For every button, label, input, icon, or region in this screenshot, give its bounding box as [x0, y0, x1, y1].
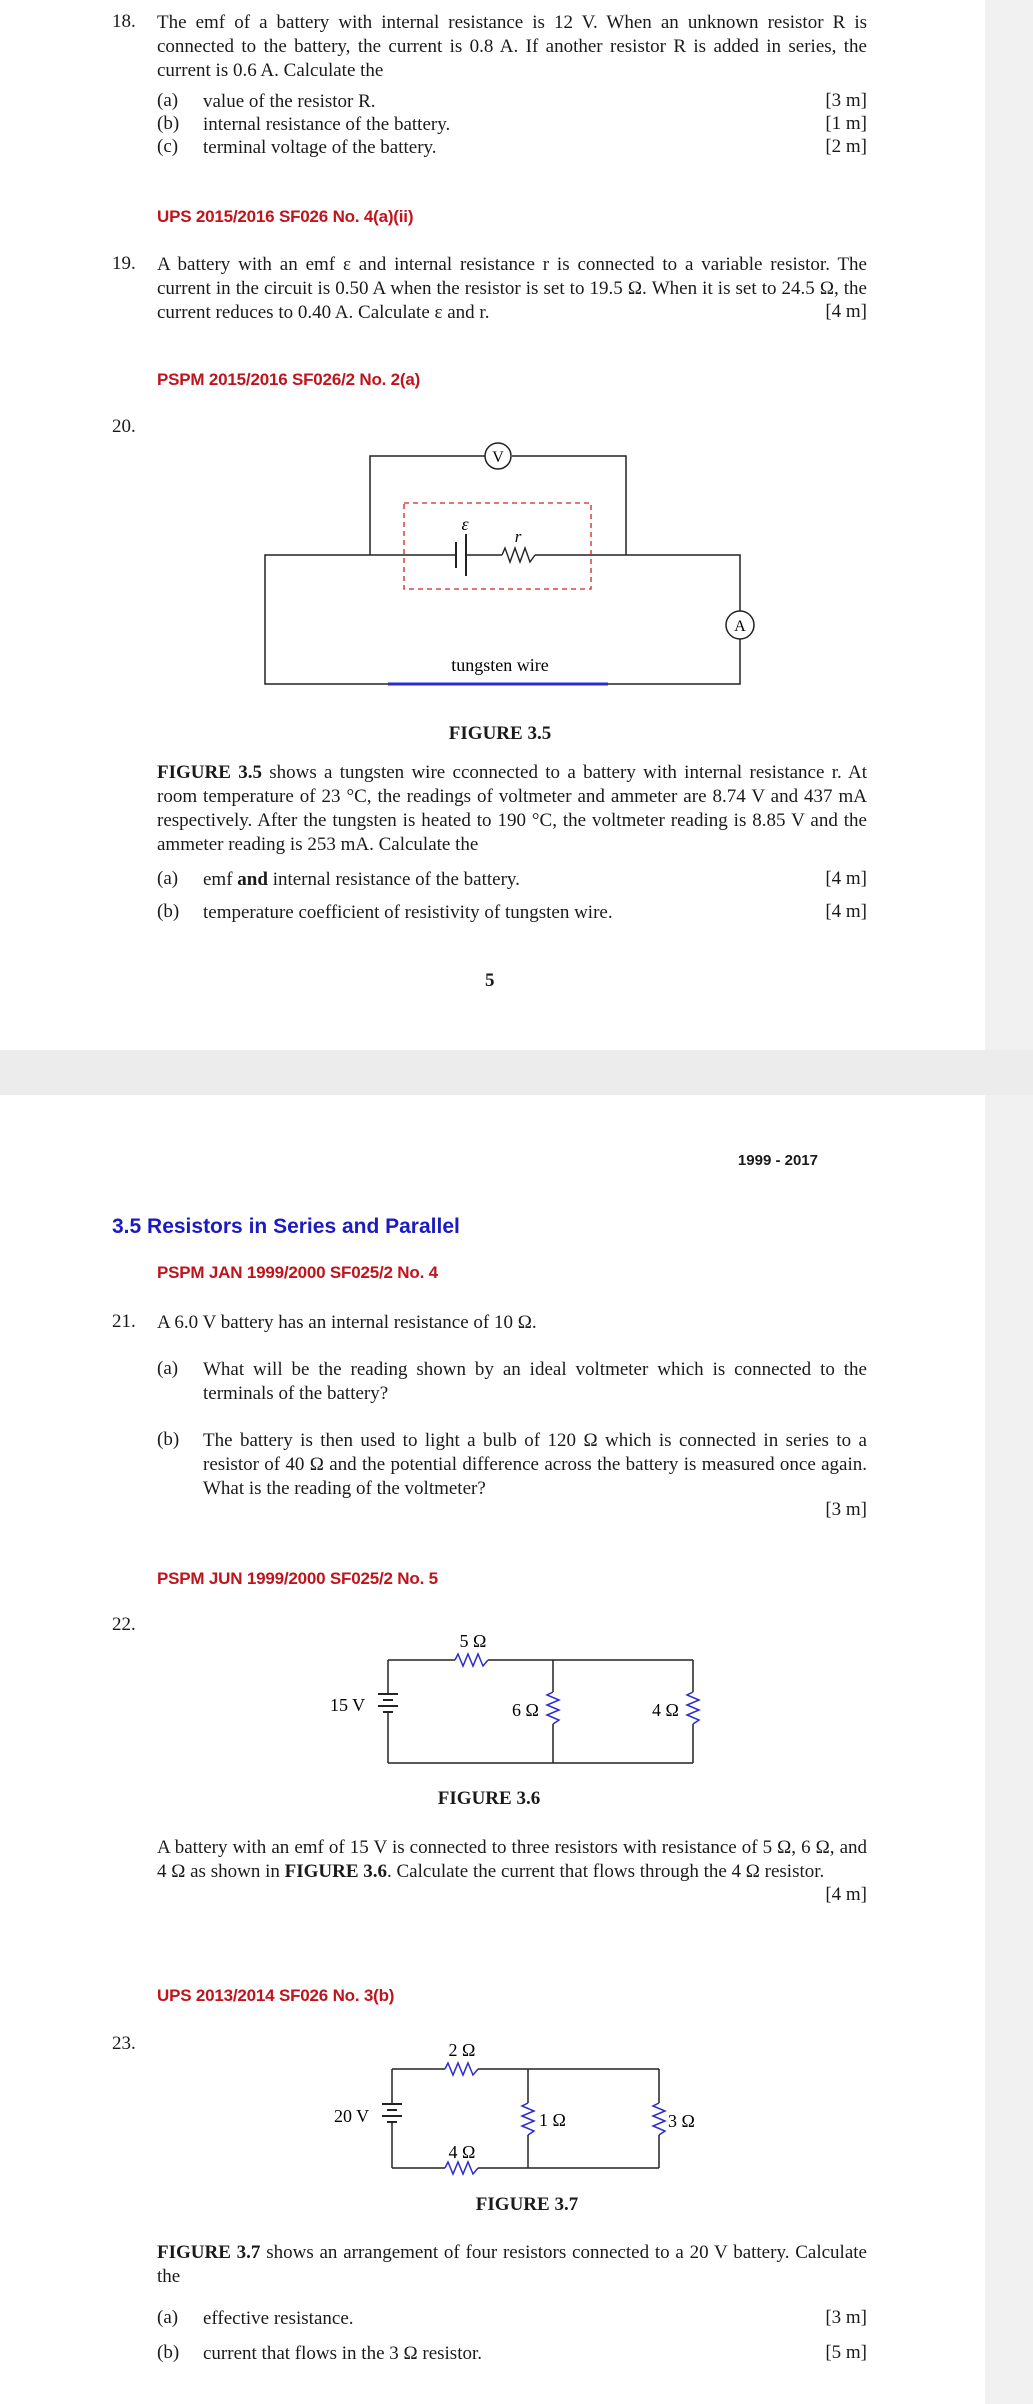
marks: [1 m] [825, 113, 867, 134]
question-stem: The emf of a battery with internal resistance is 12 V. When an unknown resistor R is connected to the battery, the current is 0.8 A. If another resistor R is added in series, the current is 0.6 A. Calculate the [157, 12, 867, 81]
part-text: emf and internal resistance of the battery. [203, 869, 520, 890]
source-reference: PSPM JAN 1999/2000 SF025/2 No. 4 [157, 1263, 438, 1282]
resistor-label: 1 Ω [539, 2110, 566, 2130]
question-stem: FIGURE 3.7 shows an arrangement of four resistors connected to a 20 V battery. Calculate the [157, 2242, 867, 2287]
resistor-label: 2 Ω [448, 2040, 476, 2060]
part-label: (a) [157, 868, 179, 889]
resistor-icon [653, 2103, 665, 2135]
source-reference: UPS 2013/2014 SF026 No. 3(b) [157, 1986, 395, 2005]
marks: [2 m] [825, 136, 867, 157]
battery-label: 20 V [334, 2106, 370, 2126]
resistor-label: 6 Ω [512, 1700, 539, 1720]
question-stem: A 6.0 V battery has an internal resistance of 10 Ω. [157, 1312, 537, 1333]
marks: [4 m] [825, 1884, 867, 1905]
part-label: (b) [157, 2342, 180, 2363]
section-title: 3.5 Resistors in Series and Parallel [112, 1215, 460, 1238]
part-label: (c) [157, 136, 179, 157]
question-stem: A battery with an emf of 15 V is connected to three resistors with resistance of 5 Ω, 6 Ω, and 4 Ω as shown in FIGURE 3.6. Calculate the current that flows through the 4 Ω resistor. [157, 1837, 867, 1882]
part-label: (a) [157, 2307, 179, 2328]
resistor-icon [522, 2103, 534, 2135]
marks: [3 m] [825, 2307, 867, 2328]
figure-caption: FIGURE 3.5 [448, 723, 552, 744]
year-range: 1999 - 2017 [737, 1152, 818, 1169]
question-number: 21. [112, 1311, 136, 1332]
resistor-label: 4 Ω [652, 1700, 679, 1720]
resistor-icon [445, 2063, 478, 2075]
question-number: 23. [112, 2033, 136, 2054]
part-text: effective resistance. [203, 2308, 354, 2329]
part-text: The battery is then used to light a bulb of 120 Ω which is connected in series to a resistor of 40 Ω and the potential difference across the battery is measured once again. What is the reading of the voltmeter? [203, 1430, 867, 1499]
question-stem: A battery with an emf ε and internal resistance r is connected to a variable resistor. The current in the circuit is 0.50 A when the resistor is set to 19.5 Ω. When it is set to 24.5 Ω, the current reduces to 0.40 A. Calculate ε and r. [157, 254, 867, 323]
tungsten-wire-label: tungsten wire [451, 655, 549, 675]
question-number: 19. [112, 253, 136, 274]
resistor-icon [687, 1692, 699, 1724]
source-reference: UPS 2015/2016 SF026 No. 4(a)(ii) [157, 207, 414, 226]
part-label: (b) [157, 113, 180, 134]
part-text: current that flows in the 3 Ω resistor. [203, 2343, 483, 2364]
question-number: 22. [112, 1614, 136, 1635]
question-number: 18. [112, 11, 136, 32]
viewer-background [985, 0, 1033, 2404]
part-text: terminal voltage of the battery. [203, 137, 437, 158]
resistor-label: 5 Ω [459, 1631, 487, 1651]
source-reference: PSPM JUN 1999/2000 SF025/2 No. 5 [157, 1569, 438, 1588]
resistor-icon [455, 1654, 488, 1666]
internal-resistance-label: r [514, 527, 522, 546]
part-label: (b) [157, 901, 180, 922]
marks: [5 m] [825, 2342, 867, 2363]
ammeter-label: A [734, 618, 746, 635]
marks: [4 m] [825, 868, 867, 889]
question-number: 20. [112, 416, 136, 437]
part-text: What will be the reading shown by an ideal voltmeter which is connected to the terminals of the battery? [203, 1359, 867, 1404]
part-text: temperature coefficient of resistivity of tungsten wire. [203, 902, 613, 923]
resistor-icon [445, 2162, 478, 2174]
part-text: value of the resistor R. [203, 91, 376, 112]
battery-label: 15 V [330, 1695, 366, 1715]
marks: [4 m] [825, 301, 867, 322]
part-label: (b) [157, 1429, 180, 1450]
marks: [3 m] [825, 1499, 867, 1520]
part-label: (a) [157, 1358, 179, 1379]
part-label: (a) [157, 90, 179, 111]
marks: [4 m] [825, 901, 867, 922]
figure-caption: FIGURE 3.7 [475, 2194, 579, 2215]
page-number: 5 [485, 970, 495, 991]
figure-caption: FIGURE 3.6 [437, 1788, 541, 1809]
emf-label: ε [461, 514, 469, 534]
source-reference: PSPM 2015/2016 SF026/2 No. 2(a) [157, 370, 421, 389]
resistor-label: 3 Ω [668, 2111, 695, 2131]
resistor-label: 4 Ω [448, 2142, 476, 2162]
question-stem: FIGURE 3.5 shows a tungsten wire cconnected to a battery with internal resistance r. At room temperature of 23 °C, the readings of voltmeter and ammeter are 8.74 V and 437 mA respectively. After the tungsten is heated to 190 °C, the voltmeter reading is 8.85 V and the ammeter reading is 253 mA. Calculate the [157, 762, 867, 855]
marks: [3 m] [825, 90, 867, 111]
voltmeter-label: V [492, 449, 504, 466]
resistor-icon [547, 1692, 559, 1724]
part-text: internal resistance of the battery. [203, 114, 451, 135]
